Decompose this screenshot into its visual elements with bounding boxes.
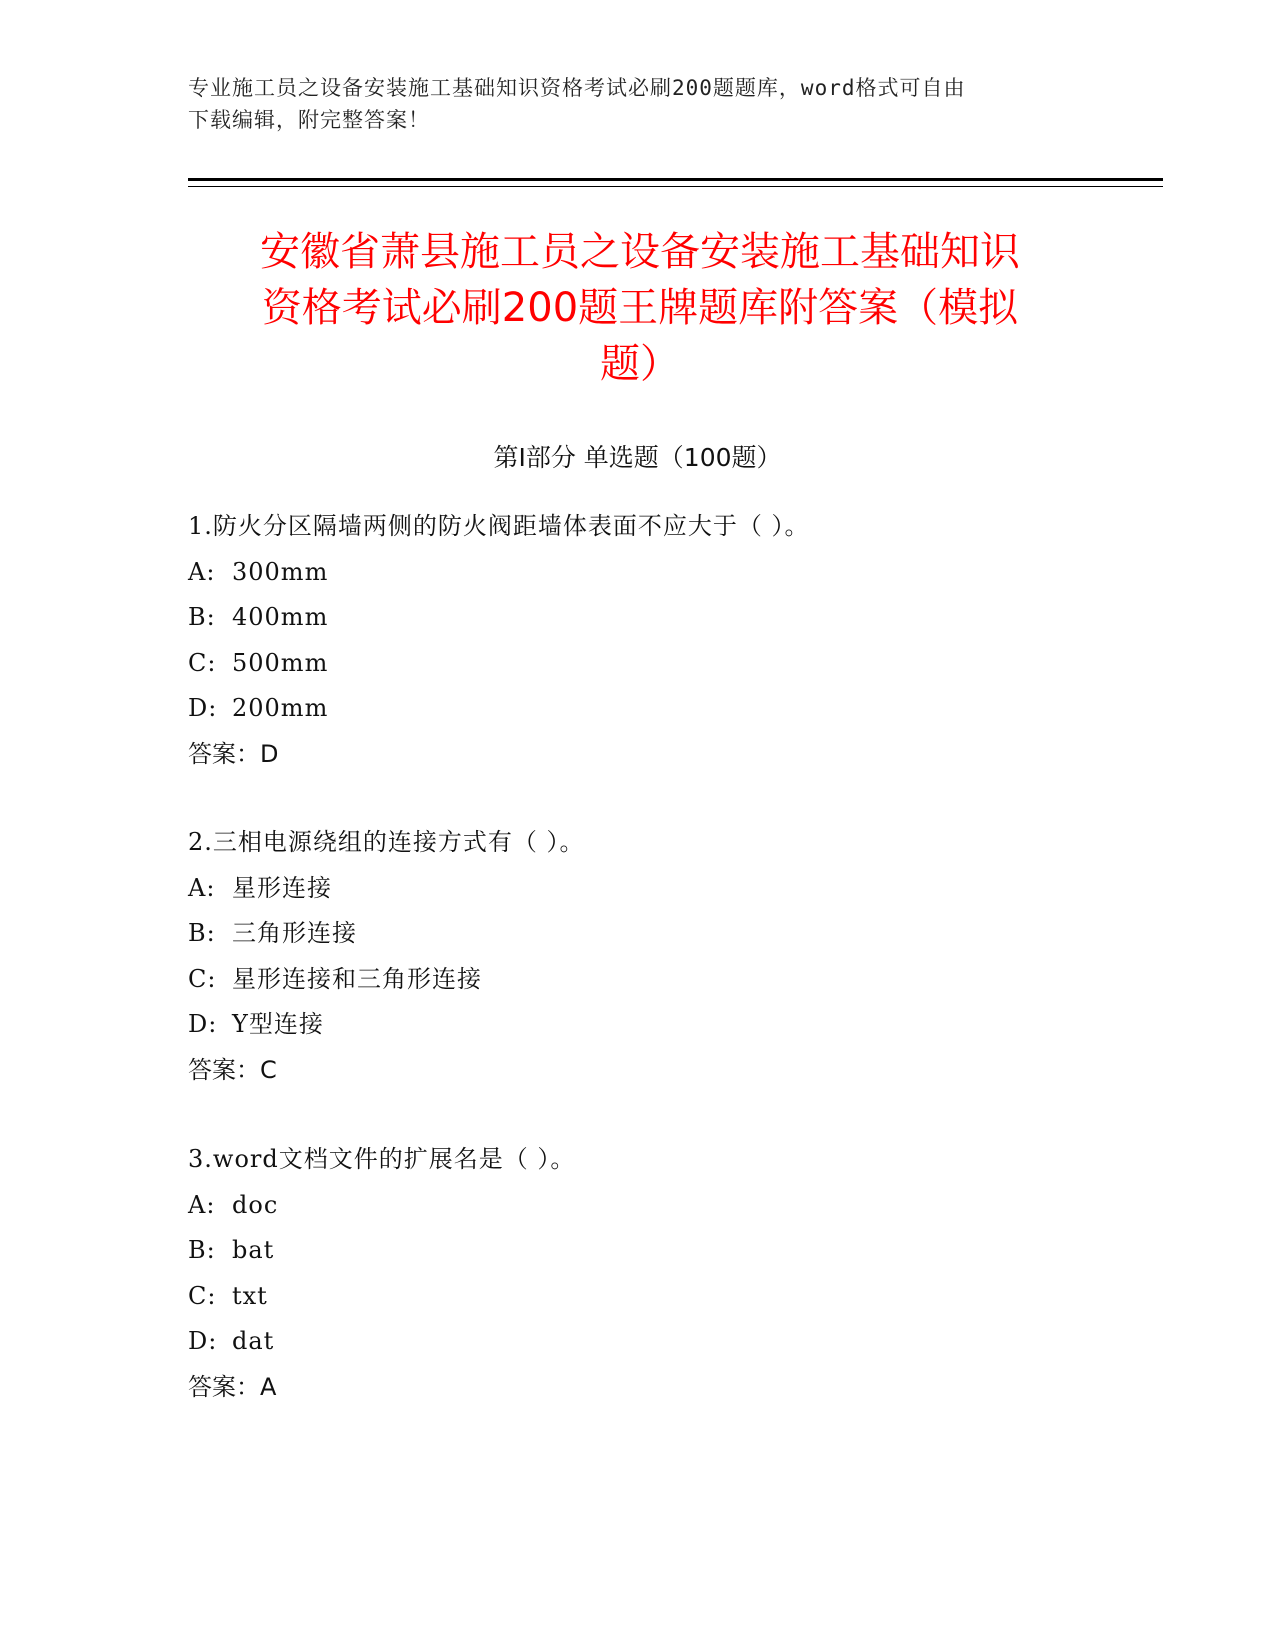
option-text: 星形连接和三角形连接 — [232, 964, 482, 993]
option-letter: D: — [188, 1327, 218, 1355]
option-c — [188, 957, 1148, 1003]
question-2 — [188, 820, 1148, 1093]
question-stem: 2.三相电源绕组的连接方式有（ ）。 — [188, 828, 585, 856]
option-text: 星形连接 — [232, 873, 332, 902]
option-letter: A: — [188, 873, 216, 902]
option-c — [188, 1274, 1148, 1320]
option-b — [188, 595, 1148, 641]
section-title: 第Ⅰ部分 单选题（100题） — [493, 443, 782, 472]
option-text: doc — [232, 1190, 279, 1219]
option-d — [188, 686, 1148, 732]
header-note-line-1: 专业施工员之设备安装施工基础知识资格考试必刷200题题库，word格式可自由 — [188, 76, 966, 100]
question-stem: 3.word文档文件的扩展名是（ ）。 — [188, 1145, 576, 1173]
option-letter: C: — [188, 964, 217, 993]
option-text: Y型连接 — [232, 1010, 324, 1038]
option-letter: B: — [188, 1236, 216, 1264]
option-letter: B: — [188, 919, 216, 947]
question-1 — [188, 504, 1148, 777]
option-a — [188, 550, 1148, 596]
question-stem: 1.防火分区隔墙两侧的防火阀距墙体表面不应大于（ ）。 — [188, 512, 810, 540]
answer-line: 答案：A — [188, 1372, 277, 1401]
option-b — [188, 1228, 1148, 1274]
option-letter: A: — [188, 557, 216, 586]
option-letter: C: — [188, 1281, 217, 1310]
option-text: dat — [232, 1327, 275, 1355]
option-b — [188, 911, 1148, 957]
header-rule-thin — [188, 186, 1163, 187]
header-note — [188, 72, 1068, 136]
option-text: 400mm — [232, 603, 329, 631]
option-letter: D: — [188, 694, 218, 722]
option-d — [188, 1002, 1148, 1048]
header-rule-thick — [188, 178, 1163, 181]
option-letter: C: — [188, 648, 217, 677]
document-title-line-1: 安徽省萧县施工员之设备安装施工基础知识 — [260, 229, 1020, 275]
option-text: 200mm — [232, 694, 329, 722]
option-text: 三角形连接 — [232, 919, 357, 947]
option-a — [188, 866, 1148, 912]
option-text: 300mm — [232, 557, 329, 586]
option-d — [188, 1319, 1148, 1365]
option-letter: D: — [188, 1010, 218, 1038]
option-letter: A: — [188, 1190, 216, 1219]
option-letter: B: — [188, 603, 216, 631]
header-note-line-2: 下载编辑，附完整答案！ — [188, 108, 430, 132]
question-3 — [188, 1137, 1148, 1410]
answer-line: 答案：D — [188, 739, 279, 768]
document-title-line-3: 题） — [600, 341, 680, 387]
answer-line: 答案：C — [188, 1055, 277, 1084]
option-text: bat — [232, 1236, 275, 1264]
option-c — [188, 641, 1148, 687]
document-title — [180, 224, 1100, 392]
option-text: 500mm — [232, 648, 329, 677]
option-a — [188, 1183, 1148, 1229]
document-title-line-2: 资格考试必刷200题王牌题库附答案（模拟 — [261, 285, 1019, 331]
option-text: txt — [232, 1281, 268, 1310]
